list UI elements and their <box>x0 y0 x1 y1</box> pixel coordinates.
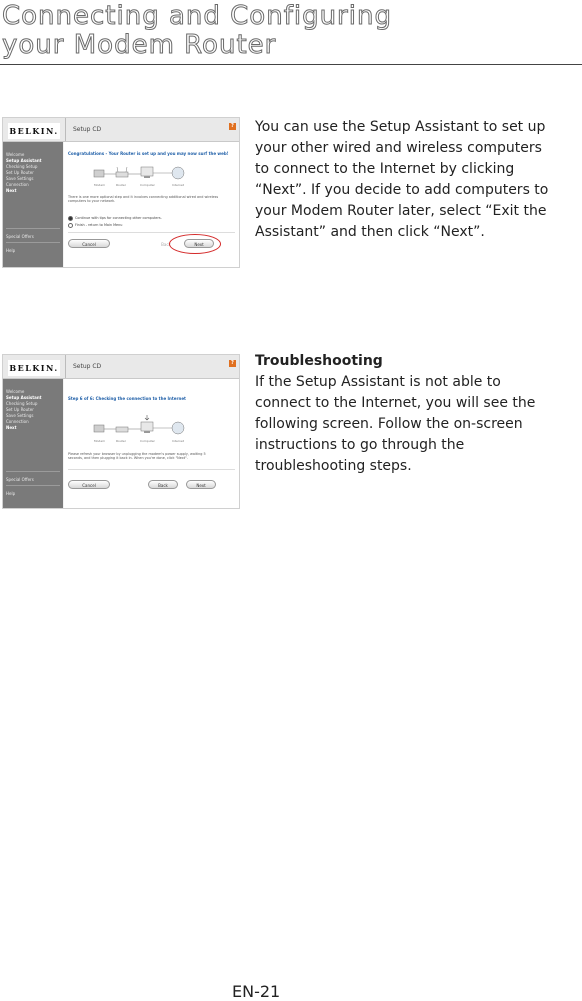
sidebar-item-save-settings[interactable]: Save Settings <box>6 413 34 418</box>
globe-icon <box>172 422 184 434</box>
help-icon[interactable]: ? <box>229 123 236 130</box>
app-sidebar <box>3 379 63 508</box>
router-icon <box>116 172 128 177</box>
option-continue-radio[interactable] <box>68 216 73 221</box>
header-divider <box>65 355 66 378</box>
sidebar-item-next[interactable]: Next <box>6 425 17 430</box>
option-finish-label: Finish - return to Main Menu <box>75 223 123 227</box>
belkin-logo: BELKIN. <box>8 360 60 376</box>
sidebar-divider <box>6 242 60 243</box>
content-divider <box>68 469 235 470</box>
content-heading: Congratulations - Your Router is set up and you may now surf the web! <box>68 151 229 156</box>
back-button[interactable]: Back <box>161 242 171 247</box>
cancel-button[interactable]: Cancel <box>68 239 110 248</box>
sidebar-item-help[interactable]: Help <box>6 248 16 253</box>
diagram-label: Router <box>116 183 126 187</box>
setup-assistant-paragraph: You can use the Setup Assistant to set up your other wired and wireless computers to connect to the Internet by clicking “Next”. If you decide to add computers to your Modem Router later, select “Exit the Assistant” and then click “Next”. <box>255 119 549 240</box>
sidebar-item-special-offers[interactable]: Special Offers <box>6 477 34 482</box>
app-title: Setup CD <box>73 363 102 370</box>
diagram-label: Router <box>116 439 126 443</box>
troubleshooting-screenshot <box>2 354 240 509</box>
sidebar-item-checking-setup[interactable]: Checking Setup <box>6 164 38 169</box>
sidebar-item-save-settings[interactable]: Save Settings <box>6 176 34 181</box>
router-icon <box>116 427 128 432</box>
belkin-logo: BELKIN. <box>8 123 60 139</box>
sidebar-item-next[interactable]: Next <box>6 188 17 193</box>
page-number: EN-21 <box>232 982 281 1001</box>
diagram-label: Modem <box>94 183 106 187</box>
sidebar-item-checking-setup[interactable]: Checking Setup <box>6 401 38 406</box>
app-header <box>3 355 239 379</box>
page-title <box>2 2 392 60</box>
app-content <box>64 379 239 508</box>
sidebar-item-special-offers[interactable]: Special Offers <box>6 234 34 239</box>
sidebar-item-set-up-router[interactable]: Set Up Router <box>6 170 34 175</box>
computer-icon <box>141 422 153 431</box>
globe-icon <box>172 167 184 179</box>
sidebar-item-set-up-router[interactable]: Set Up Router <box>6 407 34 412</box>
modem-icon <box>94 170 104 177</box>
modem-icon <box>94 425 104 432</box>
network-diagram <box>86 162 206 190</box>
sidebar-item-setup-assistant[interactable]: Setup Assistant <box>6 158 42 163</box>
content-body: Please refresh your browser by unplugging the modem's power supply, waiting 5 seconds, and then plugging it back in. When you're done, click "Next". <box>68 452 206 460</box>
diagram-label: Internet <box>172 439 184 443</box>
content-body: There is one more optional step and it involves connecting additional wired and wireless computers to your network. <box>68 195 219 203</box>
troubleshooting-section <box>255 351 555 477</box>
next-button[interactable]: Next <box>184 239 214 248</box>
sidebar-divider <box>6 471 60 472</box>
option-continue-label: Continue with tips for connecting other computers. <box>75 216 162 220</box>
next-button-highlight <box>169 234 221 254</box>
app-header <box>3 118 239 142</box>
sidebar-divider <box>6 228 60 229</box>
troubleshooting-heading: Troubleshooting <box>255 353 383 369</box>
setup-assistant-screenshot <box>2 117 240 268</box>
diagram-label: Modem <box>94 439 106 443</box>
sidebar-item-connection[interactable]: Connection <box>6 182 29 187</box>
diagram-label: Internet <box>172 183 184 187</box>
sidebar-item-welcome[interactable]: Welcome <box>6 152 25 157</box>
computer-icon <box>141 167 153 176</box>
diagram-label: Computer <box>140 183 155 187</box>
content-heading: Step 6 of 6: Checking the connection to the Internet <box>68 396 186 401</box>
sidebar-item-setup-assistant[interactable]: Setup Assistant <box>6 395 42 400</box>
page-title-line-1: Connecting and Configuring <box>2 1 392 31</box>
diagram-label: Computer <box>140 439 155 443</box>
help-icon[interactable]: ? <box>229 360 236 367</box>
title-rule <box>0 64 582 65</box>
troubleshooting-paragraph: If the Setup Assistant is not able to connect to the Internet, you will see the following screen. Follow the on-screen instructions to go through the troubleshooting steps. <box>255 374 536 474</box>
sidebar-divider <box>6 485 60 486</box>
sidebar-item-connection[interactable]: Connection <box>6 419 29 424</box>
app-sidebar <box>3 142 63 267</box>
arrow-down-icon <box>145 415 149 420</box>
page-title-line-2: your Modem Router <box>2 30 277 60</box>
content-divider <box>68 232 235 233</box>
option-finish-radio[interactable] <box>68 223 73 228</box>
header-divider <box>65 118 66 141</box>
cancel-button[interactable]: Cancel <box>68 480 110 489</box>
network-diagram <box>86 415 206 447</box>
sidebar-item-welcome[interactable]: Welcome <box>6 389 25 394</box>
app-title: Setup CD <box>73 126 102 133</box>
back-button[interactable]: Back <box>148 480 178 489</box>
app-content <box>64 142 239 267</box>
next-button[interactable]: Next <box>186 480 216 489</box>
sidebar-item-help[interactable]: Help <box>6 491 16 496</box>
